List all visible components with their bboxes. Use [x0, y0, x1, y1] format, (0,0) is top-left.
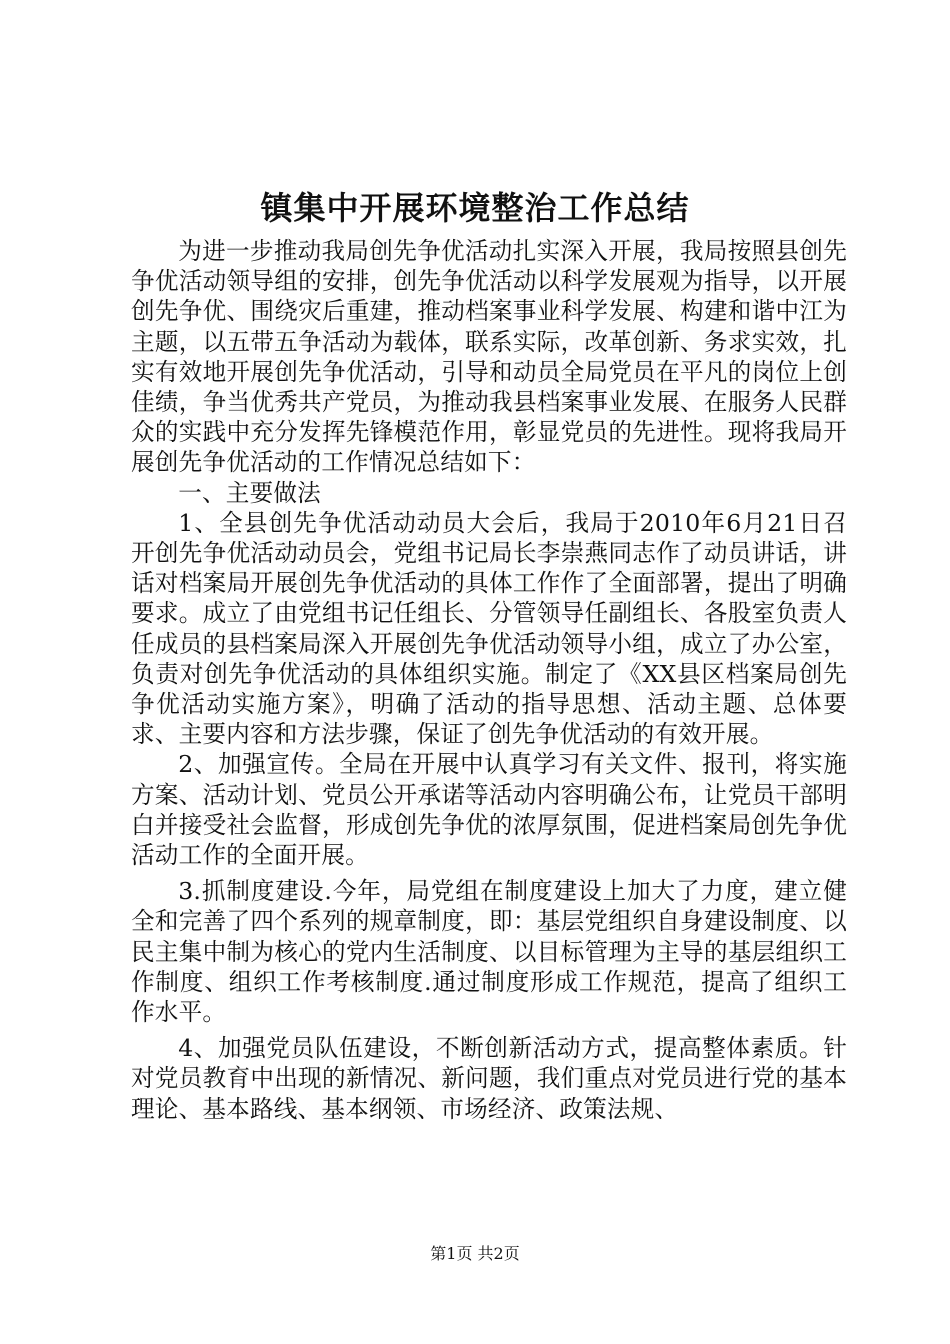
paragraph-intro: 为进一步推动我局创先争优活动扎实深入开展，我局按照县创先争优活动领导组的安排，创先争优活动以科学发展观为指导，以开展创先争优、围绕灾后重建，推动档案事业科学发展、构建和谐中江为主题，以五带五争活动为载体，联系实际，改革创新、务求实效，扎实有效地开展创先争优活动，引导和动员全局党员在平凡的岗位上创佳绩，争当优秀共产党员，为推动我县档案事业发展、在服务人民群众的实践中充分发挥先锋模范作用，彰显党员的先进性。现将我局开展创先争优活动的工作情况总结如下： — [131, 237, 847, 477]
paragraph-item-3: 3.抓制度建设.今年，局党组在制度建设上加大了力度，建立健全和完善了四个系列的规章制度，即：基层党组织自身建设制度、以民主集中制为核心的党内生活制度、以目标管理为主导的基层组织工作制度、组织工作考核制度.通过制度形成工作规范，提高了组织工作水平。 — [131, 877, 847, 1027]
page-footer: 第1页 共2页 — [430, 1244, 520, 1263]
document-title: 镇集中开展环境整治工作总结 — [260, 189, 690, 227]
paragraph-item-4: 4、加强党员队伍建设，不断创新活动方式，提高整体素质。针对党员教育中出现的新情况、新问题，我们重点对党员进行党的基本理论、基本路线、基本纲领、市场经济、政策法规、 — [131, 1034, 847, 1123]
document-body — [131, 236, 847, 1124]
section-heading: 一、主要做法 — [178, 478, 321, 507]
paragraph-item-2: 2、加强宣传。全局在开展中认真学习有关文件、报刊，将实施方案、活动计划、党员公开承诺等活动内容明确公布，让党员干部明白并接受社会监督，形成创先争优的浓厚氛围，促进档案局创先争优活动工作的全面开展。 — [131, 750, 847, 870]
paragraph-item-1: 1、全县创先争优活动动员大会后，我局于2010年6月21日召开创先争优活动动员会，党组书记局长李崇燕同志作了动员讲话，讲话对档案局开展创先争优活动的具体工作作了全面部署，提出了明确要求。成立了由党组书记任组长、分管领导任副组长、各股室负责人任成员的县档案局深入开展创先争优活动领导小组，成立了办公室，负责对创先争优活动的具体组织实施。制定了《XX县区档案局创先争优活动实施方案》，明确了活动的指导思想、活动主题、总体要求、主要内容和方法步骤，保证了创先争优活动的有效开展。 — [131, 508, 847, 749]
